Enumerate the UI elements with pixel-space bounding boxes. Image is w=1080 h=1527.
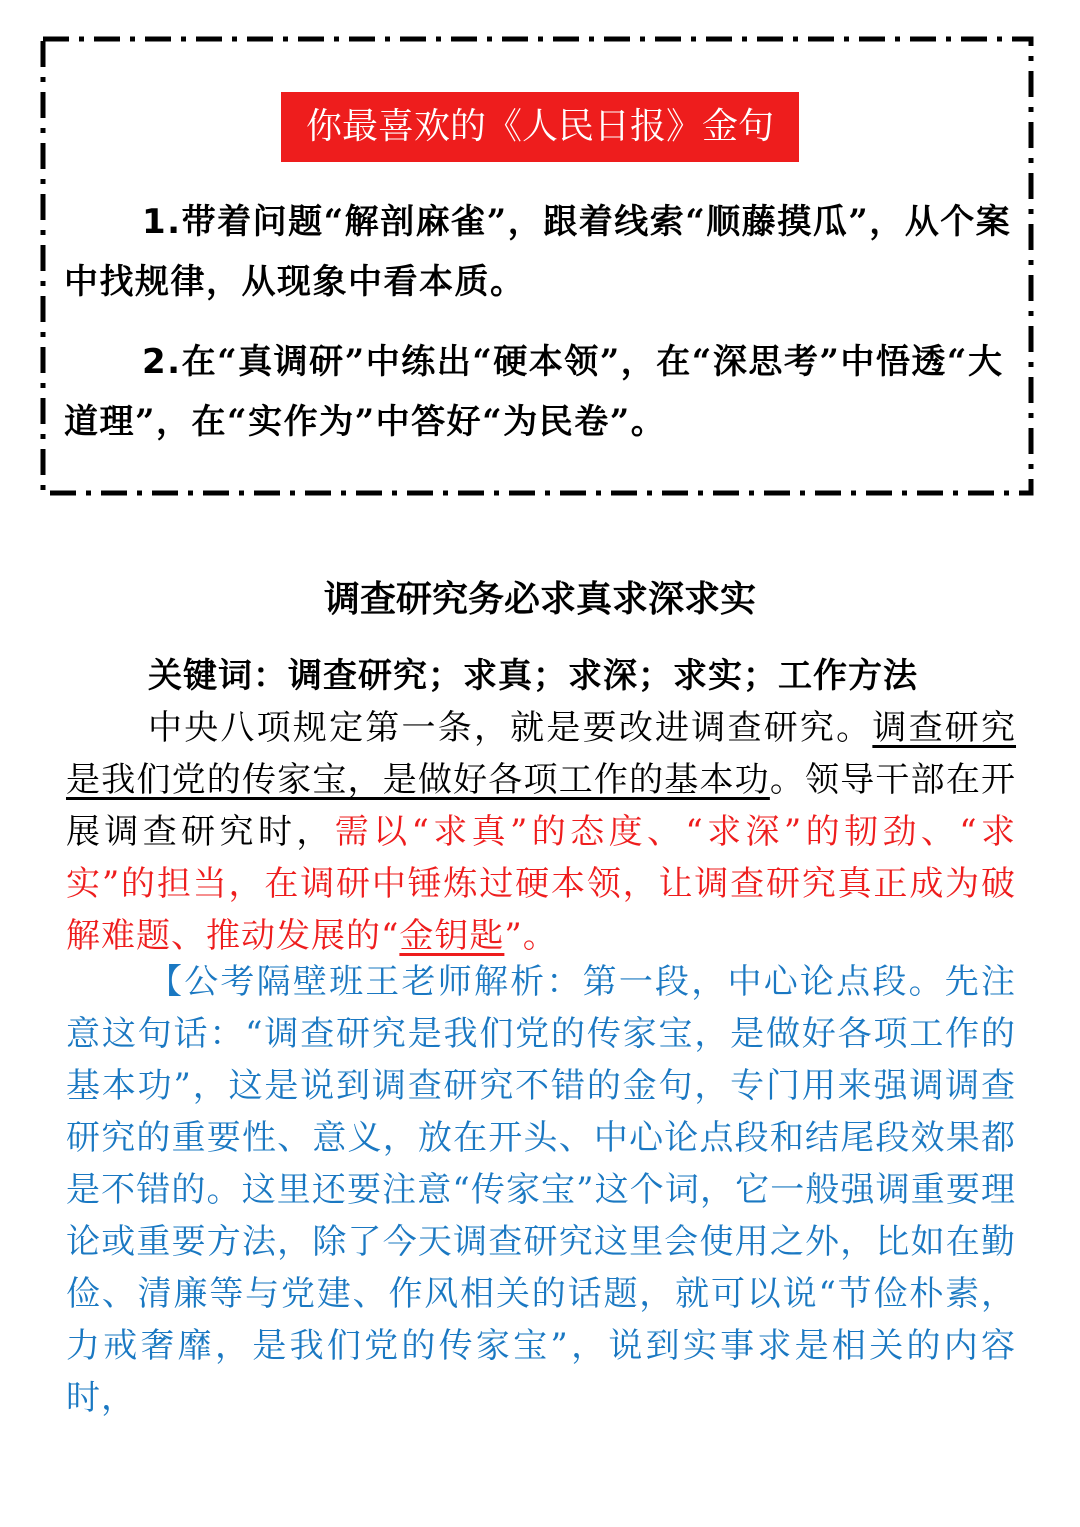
quote-text: 带着问题“解剖麻雀”，跟着线索“顺藤摸瓜”，从个案中找规律，从现象中看本质。 [64, 202, 1012, 302]
keywords-line: 关键词：调查研究；求真；求深；求实；工作方法 [148, 656, 918, 696]
quote-banner: 你最喜欢的《人民日报》金句 [281, 92, 799, 162]
red-underlined-keyword: 金钥匙 [399, 916, 505, 956]
mid-text: 。领导干部在开展调查研究时， [66, 760, 1017, 852]
quote-item [64, 332, 1014, 452]
analysis-paragraph: 【公考隔壁班王老师解析：第一段，中心论点段。先注意这句话：“调查研究是我们党的传家宝，是做好各项工作的基本功”，这是说到调查研究不错的金句，专门用来强调调查研究的重要性、意义，放在开头、中心论点段和结尾段效果都是不错的。这里还要注意“传家宝”这个词，它一般强调重要理论或重要方法，除了今天调查研究这里会使用之外，比如在勤俭、清廉等与党建、作风相关的话题，就可以说“节俭朴素，力戒奢靡，是我们党的传家宝”，说到实事求是相关的内容时， [66, 962, 1016, 1418]
article-title: 调查研究务必求真求深求实 [323, 578, 756, 620]
quote-text: 在“真调研”中练出“硬本领”，在“深思考”中悟透“大道理”，在“实作为”中答好“为民卷”。 [64, 342, 1004, 442]
red-emphasis-end: ”。 [504, 916, 558, 956]
intro-text: 中央八项规定第一条，就是要改进调查研究。 [148, 708, 873, 748]
quote-number: 2. [142, 342, 182, 382]
quote-number: 1. [142, 202, 182, 242]
quote-item [64, 192, 1014, 312]
body-paragraph [66, 702, 1016, 962]
underlined-quote: 调查研究是我们党的传家宝，是做好各项工作的基本功 [66, 708, 1017, 800]
red-emphasis: 需以“求真”的态度、“求深”的韧劲、“求实”的担当，在调研中锤炼过硬本领，让调查研究真正成为破解难题、推动发展的“ [66, 812, 1016, 956]
